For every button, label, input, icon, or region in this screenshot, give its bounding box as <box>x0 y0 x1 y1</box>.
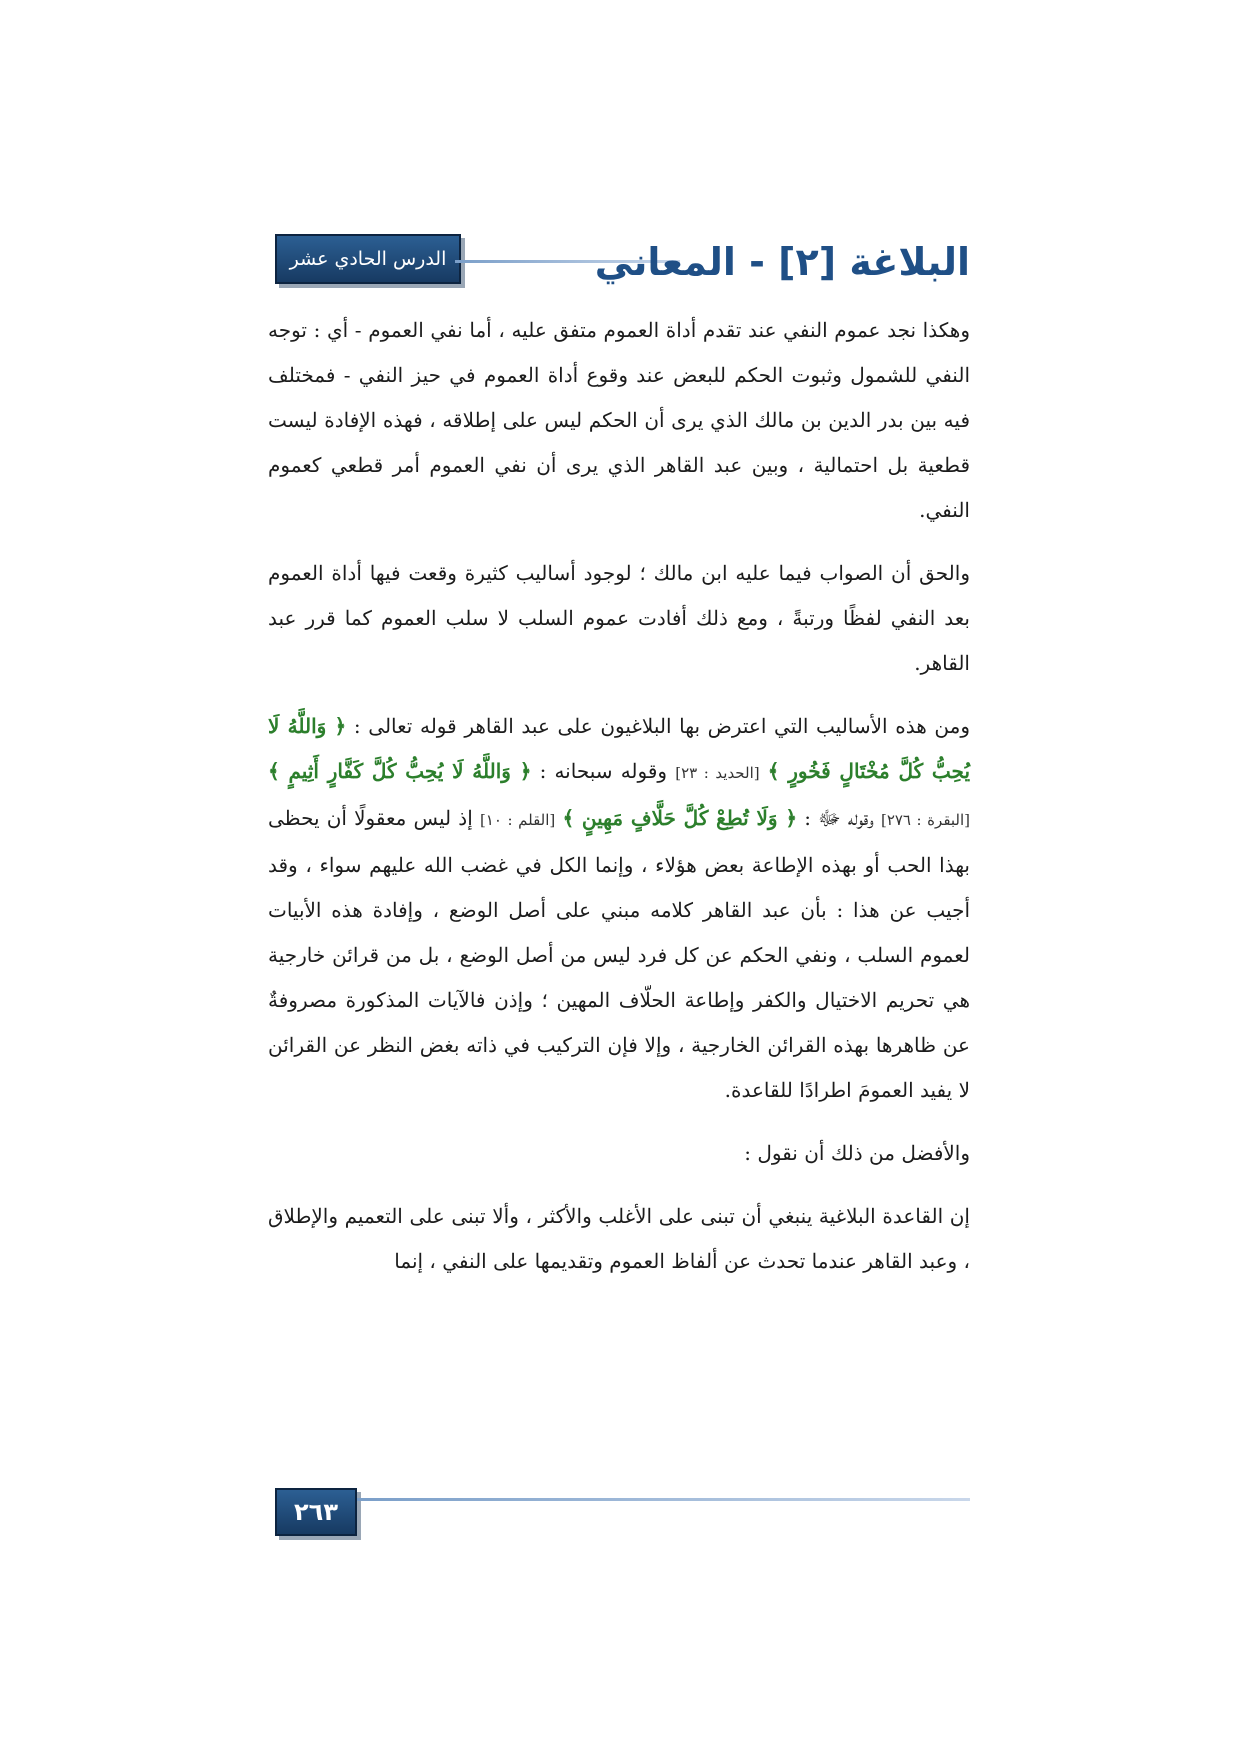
paragraph-4: والأفضل من ذلك أن نقول : <box>744 1141 970 1165</box>
verse-reference-3: [القلم : ١٠] <box>479 811 556 829</box>
paragraph-3-intro: ومن هذه الأساليب التي اعترض بها البلاغيون على عبد القاهر قوله تعالى : <box>353 714 970 738</box>
book-title: البلاغة [٢] - المعاني <box>594 240 970 284</box>
paragraph-1: وهكذا نجد عموم النفي عند تقدم أداة العموم متفق عليه ، أما نفي العموم - أي : توجه النفي للشمول وثبوت الحكم للبعض عند وقوع أداة العموم في حيز النفي - فمختلف فيه بين بدر الدين بن مالك الذي يرى أن الحكم ليس على إطلاقه ، فهذه الإفادة ليست قطعية بل احتمالية ، وبين عبد القاهر الذي يرى أن نفي العموم أمر قطعي كعموم النفي. <box>268 318 970 522</box>
quran-verse-3: ﴿ وَلَا تُطِعْ كُلَّ حَلَّافٍ مَهِينٍ ﴾ <box>562 806 798 830</box>
paragraph-3-rest: إذ ليس معقولًا أن يحظى بهذا الحب أو بهذه الإطاعة بعض هؤلاء ، وإنما الكل في غضب الله عليهم سواء ، وقد أجيب عن هذا : بأن عبد القاهر كلامه مبني على أصل الوضع ، وإفادة هذه الأبيات لعموم السلب ، ونفي الحكم عن كل فرد ليس من أصل الوضع ، بل من قرائن خارجية هي تحريم الاختيال والكفر وإطاعة الحلّاف المهين ؛ وإذن فالآيات المذكورة مصروفةٌ عن ظاهرها بهذه القرائن الخارجية ، وإلا فإن التركيب في ذاته بغض النظر عن القرائن لا يفيد العمومَ اطرادًا للقاعدة. <box>268 806 970 1102</box>
paragraph-3 <box>268 704 970 1113</box>
connector-2: وقوله ﷻ : <box>804 806 874 830</box>
paragraph-2: والحق أن الصواب فيما عليه ابن مالك ؛ لوجود أساليب كثيرة وقعت فيها أداة العموم بعد النفي لفظًا ورتبةً ، ومع ذلك أفادت عموم السلب لا سلب العموم كما قرر عبد القاهر. <box>268 561 970 675</box>
paragraph-5: إن القاعدة البلاغية ينبغي أن تبنى على الأغلب والأكثر ، وألا تبنى على التعميم والإطلاق ، وعبد القاهر عندما تحدث عن ألفاظ العموم وتقديمها على النفي ، إنما <box>268 1204 970 1273</box>
page-header <box>275 232 970 292</box>
footer-divider <box>357 1498 970 1501</box>
verse-reference-2: [البقرة : ٢٧٦] <box>880 811 971 829</box>
connector-1: وقوله سبحانه : <box>539 759 668 783</box>
quran-verse-2: ﴿ وَاللَّهُ لَا يُحِبُّ كُلَّ كَفَّارٍ أَثِيمٍ ﴾ <box>268 759 532 783</box>
page-footer <box>275 1488 970 1538</box>
page-number: ٢٦٣ <box>275 1488 357 1536</box>
verse-reference-1: [الحديد : ٢٣] <box>675 764 760 782</box>
page-body <box>268 308 970 1302</box>
quran-verse-1: ﴿ وَاللَّهُ لَا يُحِبُّ كُلَّ مُخْتَالٍ فَخُورٍ ﴾ <box>268 714 971 783</box>
lesson-badge: الدرس الحادي عشر <box>275 234 461 284</box>
